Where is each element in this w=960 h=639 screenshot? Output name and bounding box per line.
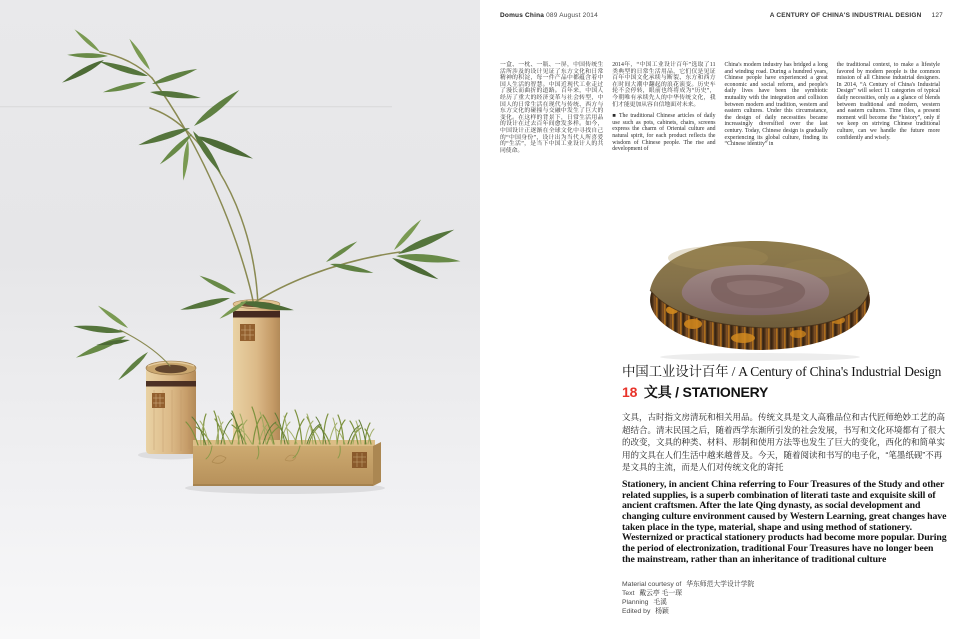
running-head [500, 12, 943, 19]
credit-value: 华东师范大学设计学院 [686, 580, 755, 588]
column-paragraph: China's modern industry has bridged a long and winding road. During a hundred years, Chinese people have experienced a great economic and social reform, and people's daily lives have been the symbiotic mutuality with the integration and collision between modern and tradition, western and eastern cultures. Under this circumstance, the design of daily necessities became increasingly diversified over the last century. Today, Chinese design is gradually experiencing its global culture, finding its “Chinese identity” in [724, 62, 828, 148]
intro-columns [500, 62, 940, 154]
credit-value: 杨颖 [655, 608, 669, 616]
item-number: 18 [622, 384, 638, 400]
item-title: 文具 / STATIONERY [643, 384, 769, 400]
text-column-4 [837, 62, 940, 154]
section-title: A CENTURY OF CHINA'S INDUSTRIAL DESIGN [769, 12, 922, 19]
grass-planter-box [193, 440, 381, 486]
column-paragraph: ■ The traditional Chinese articles of daily use such as pots, cabinets, chairs, screens express the charm of Oriental culture and natural spirit, for each product reflects the wisdom of Chinese people. The rise and development of [612, 113, 716, 153]
credit-label: Planning [622, 599, 649, 607]
seal-stamp [240, 324, 255, 341]
column-paragraph: the traditional context, to make a lifestyle favored by modern people is the common mission of all Chinese industrial designers. In 2014, “A Century of China's Industrial Design” will select 11 categories of typical daily necessities, only as a glance of blends between traditional and modern, western and eastern cultures. Time flies, a present moment will become the “history”, only if we keep on striving Chinese traditional culture, can we handle the future more confidently and wisely. [836, 62, 940, 141]
feature-title: 中国工业设计百年 / A Century of China's Industrial Design [622, 364, 942, 379]
credit-label: Edited by [622, 608, 651, 616]
text-column-2 [612, 62, 715, 154]
feature-subtitle [622, 382, 947, 402]
tall-bamboo-vase [233, 300, 280, 454]
credit-line [622, 598, 947, 607]
issue-number: 089 August 2014 [546, 12, 598, 19]
text-column-1 [500, 62, 603, 154]
inkstone-photo [643, 230, 878, 362]
backdrop-seam [0, 106, 392, 107]
small-bamboo-vase [146, 361, 196, 454]
credit-label: Text [622, 589, 635, 597]
credit-label: Material courtesy of [622, 580, 682, 588]
credit-value: 戴云亭 毛一琛 [639, 589, 683, 597]
intro-paragraph-en: Stationery, in ancient China referring to Four Treasures of the Study and other related supplies, is a superb combination of literati taste and exquisite skill of ancient craftsmen. After the late Qing dynasty, as social development and changing culture environment caused by Western Learning, great changes have taken place in the type, material, shape and using method of stationery. Westernized or practical stationery products had become more popular. During the period of electronization, traditional Four Treasures have no longer been the mainstream, rather than an inheritance of traditional culture [622, 478, 947, 565]
credit-line [622, 580, 947, 589]
column-paragraph: 2014年，“中国工业设计百年”选取了11类典型的日常生活用品，它们仅是见证百年中国文化承续与断裂、东方和西方在时间大潮中翻起的浪花演变。历史车轮不会停转，眼前也终将成为“历史”，今朝唯有承续先人的中华传统文化，我们才能更加从容自信地面对未来。 [612, 62, 716, 108]
right-page [480, 0, 960, 639]
text-column-3 [725, 62, 828, 154]
feature-block [622, 360, 947, 617]
page-number: 127 [931, 12, 943, 19]
credit-line [622, 589, 947, 598]
column-paragraph: 一盒、一枕、一瓶、一屏，中国传统生活所涉及的设计见证了东方文化和日常精神的积淀，每一件产品中都蕴含着中国人生活的智慧。中国近现代工业走过了漫长而曲折的道路。百年来，中国人经历了重大的经济变革与社会转型，中国人的日常生活在现代与传统、西方与东方文化的碰撞与交融中发生了巨大的变化。在这样的背景下，日常生活用品的设计在过去百年间愈发多样。如今，中国设计正逐渐在全球文化中寻找自己的“中国身份”，设计出为当代人所喜爱的“生活”，是当下中国工业设计人的共同使命。 [500, 62, 604, 154]
credit-line [622, 607, 947, 616]
credits [622, 580, 947, 617]
seal-stamp [152, 393, 165, 408]
credit-value: 毛溪 [653, 599, 667, 607]
seal-stamp [352, 452, 367, 468]
intro-paragraph-zh: 文具，古时指文房清玩和相关用品。传统文具是文人高雅品位和古代匠师绝妙工艺的高超结合。清末民国之后，随着西学东渐所引发的社会发展，书写和文化环境都有了很大的改变，文具的种类、材料、形制和使用方法等也发生了巨大的变化，西化的和简单实用的文具在人们生活中越来越普及。今天，随着阅读和书写的电子化，“笔墨纸砚”不再是文具的主流，而是人们对传统文化的寄托 [622, 412, 946, 473]
issue-info [500, 12, 598, 19]
magazine-brand: Domus China [500, 12, 545, 19]
